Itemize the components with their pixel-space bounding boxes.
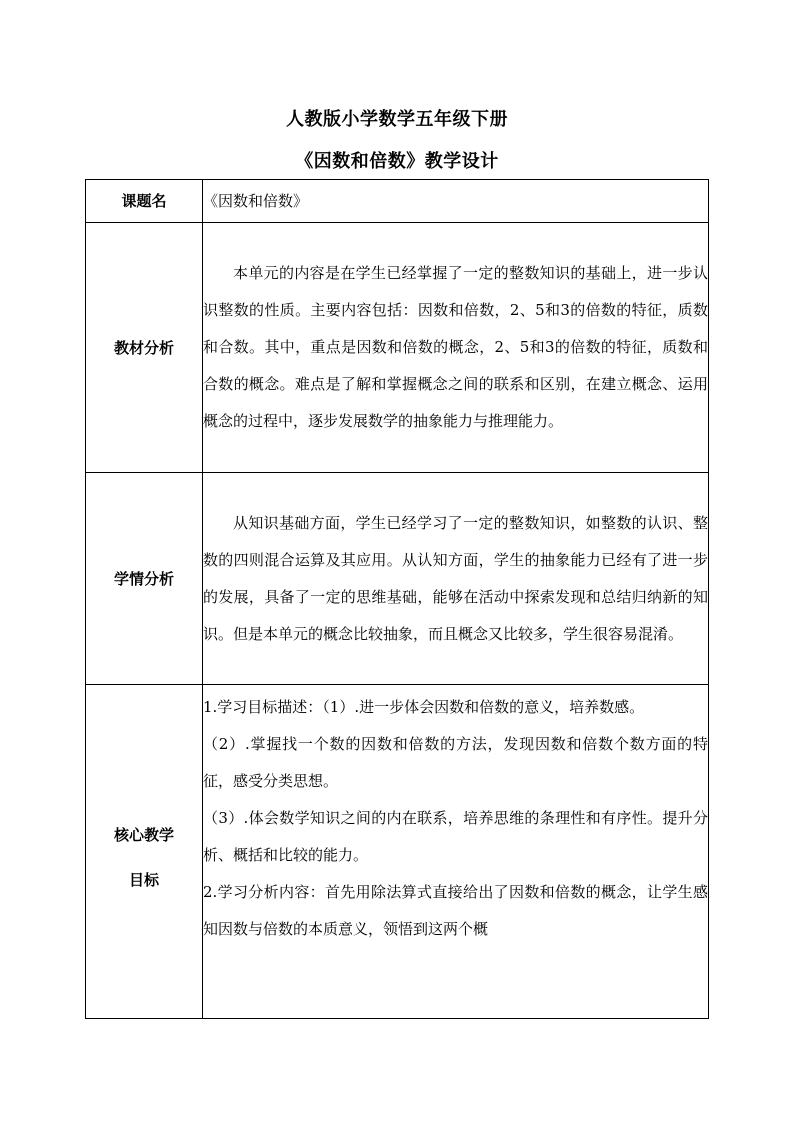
table-row-topic bbox=[86, 180, 709, 223]
core-objectives-label-line2: 目标 bbox=[128, 870, 159, 889]
objectives-paragraph-3: （3）.体会数学知识之间的内在联系，培养思维的条理性和有序性。提升分析、概括和比较的能力。 bbox=[203, 809, 708, 864]
document-title: 人教版小学数学五年级下册 bbox=[286, 109, 508, 130]
objectives-paragraph-2: （2）.掌握找一个数的因数和倍数的方法，发现因数和倍数个数方面的特征，感受分类思想。 bbox=[203, 735, 708, 790]
table-row-student-analysis bbox=[86, 473, 709, 685]
objectives-paragraph-4: 2.学习分析内容：首先用除法算式直接给出了因数和倍数的概念，让学生感知因数与倍数的本质意义，领悟到这两个概 bbox=[203, 883, 708, 938]
row-content-material-analysis bbox=[203, 223, 709, 473]
row-label-core-objectives bbox=[86, 685, 203, 1019]
row-label-topic: 课题名 bbox=[86, 180, 203, 223]
topic-text: 《因数和倍数》 bbox=[203, 191, 309, 210]
table-row-material-analysis bbox=[86, 223, 709, 473]
row-label-material-analysis: 教材分析 bbox=[86, 223, 203, 473]
core-objectives-label-line1: 核心教学 bbox=[113, 825, 174, 844]
row-content-core-objectives bbox=[203, 685, 709, 1019]
lesson-plan-table bbox=[85, 179, 709, 1019]
student-analysis-paragraph: 从知识基础方面，学生已经学习了一定的整数知识，如整数的认识、整数的四则混合运算及其应用。从认知方面，学生的抽象能力已经有了进一步的发展，具备了一定的思维基础，能够在活动中探索发现和总结归纳新的知识。但是本单元的概念比较抽象，而且概念又比较多，学生很容易混淆。 bbox=[203, 513, 708, 643]
material-analysis-paragraph: 本单元的内容是在学生已经掌握了一定的整数知识的基础上，进一步认识整数的性质。主要内容包括：因数和倍数，2、5和3的倍数的特征，质数和合数。其中，重点是因数和倍数的概念，2、5和3的倍数的特征，质数和合数的概念。难点是了解和掌握概念之间的联系和区别，在建立概念、运用概念的过程中，逐步发展数学的抽象能力与推理能力。 bbox=[203, 264, 708, 430]
document-subtitle: 《因数和倍数》教学设计 bbox=[295, 151, 499, 172]
table-row-core-objectives bbox=[86, 685, 709, 1019]
row-content-topic bbox=[203, 180, 709, 223]
objectives-paragraph-1: 1.学习目标描述：（1）.进一步体会因数和倍数的意义，培养数感。 bbox=[203, 698, 645, 716]
row-content-student-analysis bbox=[203, 473, 709, 685]
row-label-student-analysis: 学情分析 bbox=[86, 473, 203, 685]
